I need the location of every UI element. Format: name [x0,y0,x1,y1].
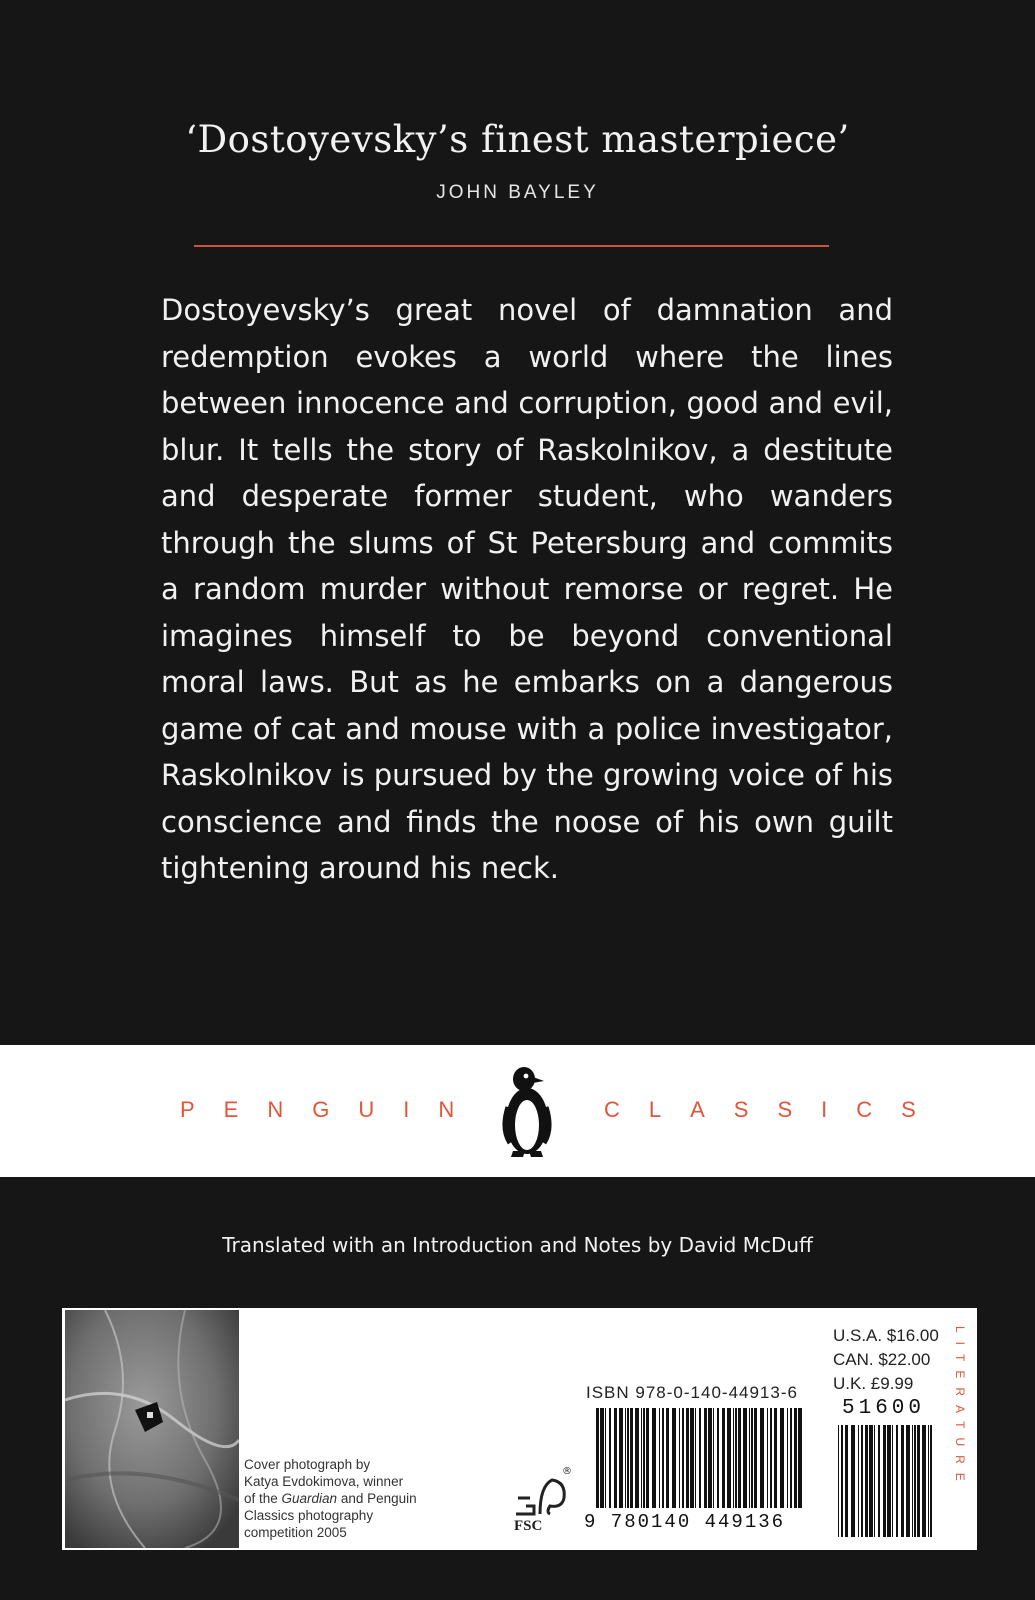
price-can: CAN. $22.00 [833,1350,931,1369]
credit-line: Katya Evdokimova, winner [244,1474,404,1489]
price-usa: U.S.A. $16.00 [833,1326,939,1345]
quote-attribution: JOHN BAYLEY [436,182,599,203]
isbn-text: ISBN 978-0-140-44913-6 [586,1383,798,1402]
series-name-penguin: PENGUIN [180,1097,484,1122]
barcode-panel [62,1308,977,1550]
price-list [833,1324,939,1396]
translator-credit: Translated with an Introduction and Notes by David McDuff [222,1233,813,1257]
penguin-logo-icon [499,1063,555,1159]
divider-rule [194,245,829,247]
series-name-classics: CLASSICS [604,1097,945,1122]
credit-line [244,1490,454,1507]
category-label: LITERATURE [953,1326,967,1490]
credit-guardian: Guardian [281,1491,338,1506]
addon-barcode [836,1425,936,1537]
credit-line: competition 2005 [244,1525,347,1540]
cover-photo-thumbnail [65,1310,239,1548]
price-uk: U.K. £9.99 [833,1374,914,1393]
credit-line: Cover photograph by [244,1457,371,1472]
credit-text: and Penguin [337,1491,417,1506]
credit-text: of the [244,1491,282,1506]
isbn-barcode [594,1408,804,1508]
credit-line: Classics photography [244,1508,374,1523]
price-code: 51600 [842,1397,926,1420]
fsc-label: FSC [514,1518,543,1534]
pull-quote: ‘Dostoyevsky’s finest masterpiece’ [185,118,850,161]
blurb-text: Dostoyevsky’s great novel of damnation and redemption evokes a world where the lines between innocence and corruption, good and evil, blur. It tells the story of Raskolnikov, a destitute and desperate former student, who wanders through the slums of St Petersburg and commits a random murder without remorse or regret. He imagines himself to be beyond conventional moral laws. But as he embarks on a dangerous game of cat and mouse with a police investigator, Raskolnikov is pursued by the growing voice of his conscience and finds the noose of his own guilt tightening around his neck. [161,293,893,885]
cover-credit [244,1456,454,1541]
fsc-registered-mark: ® [562,1466,572,1477]
barcode-digits: 9 780140 449136 [584,1511,786,1533]
